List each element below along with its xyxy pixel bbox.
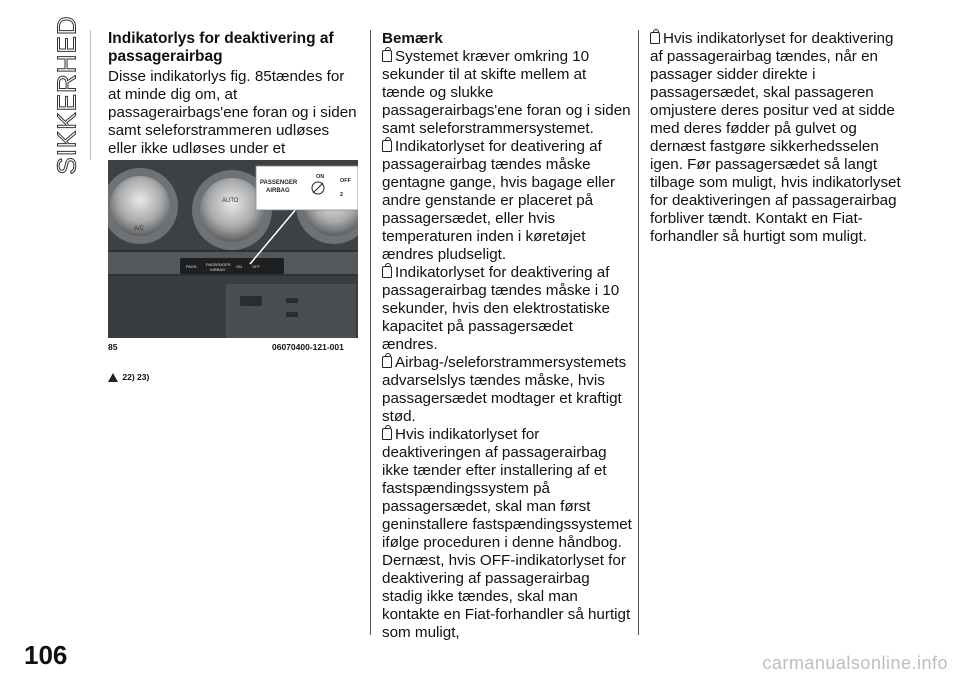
note-item: Airbag-/seleforstrammersystemets advarselslys tændes måske, hvis passagersædet modtager et kraftigt stød. — [382, 354, 627, 425]
warning-references — [108, 372, 149, 382]
note-icon — [650, 32, 660, 44]
panel-line2: AIRBAG — [210, 267, 226, 272]
figure-85-dashboard-photo — [108, 160, 358, 338]
note-item: Indikatorlyset for deaktivering af passagerairbag tændes måske i 10 sekunder, hvis den elektrostatiske kapacitet på passagersædet ændres. — [382, 264, 620, 353]
note-item: Systemet kræver omkring 10 sekunder til at skifte mellem at tænde og slukke passagerairbags'ene foran og i siden samt seleforstrammersystemet. — [382, 48, 631, 137]
section-tab-label: SIKKERHED — [51, 15, 82, 175]
column-divider-2 — [638, 30, 639, 635]
page-number: 106 — [24, 640, 68, 670]
column-1 — [108, 30, 358, 176]
panel-on: ON — [236, 264, 242, 269]
column-3 — [650, 30, 910, 246]
note-item: Hvis indikatorlyset for deaktiveringen af passagerairbag ikke tænder efter installering af et fastspændingssystem på passagersædet, skal man først geninstallere fastspændingssystemet ifølge proceduren i denne håndbog. Dernæst, hvis OFF-indikatorlyset for deaktivering af passagerairbag stadig ikke tændes, skal man kontakte en Fiat-forhandler så hurtigt som muligt, — [382, 426, 632, 641]
warning-refs-text: 22) 23) — [122, 372, 150, 382]
figure-number: 85 — [108, 342, 118, 352]
watermark: carmanualsonline.info — [762, 653, 948, 673]
figure-code: 06070400-121-001 — [272, 342, 344, 352]
note-icon — [382, 428, 392, 440]
callout-off: OFF — [340, 178, 351, 184]
callout-line1: PASSENGER — [260, 180, 298, 186]
dashboard-illustration — [108, 160, 358, 338]
ac-label: A/C — [134, 226, 145, 232]
callout-on: ON — [316, 174, 325, 180]
column-divider-1 — [370, 30, 371, 635]
intro-paragraph: Disse indikatorlys fig. 85tændes for at minde dig om, at passagerairbags'ene foran og i siden samt seleforstrammeren udløses eller ikke udløses under et — [108, 68, 357, 157]
callout-line2: AIRBAG — [266, 188, 290, 194]
note-heading: Bemærk — [382, 30, 443, 47]
note-icon — [382, 140, 392, 152]
section-tab — [51, 15, 82, 175]
section-heading: Indikatorlys for deaktivering af passagerairbag — [108, 30, 334, 65]
callout-two: 2 — [340, 192, 344, 198]
note-item: Hvis indikatorlyset for deaktivering af passagerairbag tændes, når en passager sidder direkte i passagersædet, skal passageren omjustere deres positur ved at sidde med deres fødder på gulvet og dernæst fastgøre sikkerhedsselen igen. Før passagersædet så langt tilbage som muligt, hvis indikatorlyset for deaktiveringen af passagerairbag forbliver tændt. Kontakt en Fiat-forhandler så hurtigt som muligt. — [650, 30, 901, 245]
note-icon — [382, 356, 392, 368]
panel-off: OFF — [252, 264, 260, 269]
auto-label: AUTO — [222, 198, 239, 204]
panel-pass: PASS. — [186, 264, 198, 269]
note-icon — [382, 50, 392, 62]
warning-triangle-icon — [108, 373, 118, 382]
note-icon — [382, 266, 392, 278]
panel-line1: PASSENGER — [206, 262, 231, 267]
column-2 — [382, 30, 632, 642]
note-item: Indikatorlyset for deativering af passagerairbag tændes måske gentagne gange, hvis bagage eller andre genstande er placeret på passagersædet, eller hvis temperaturen inden i køretøjet ændres pludseligt. — [382, 138, 616, 263]
section-rule — [90, 30, 91, 160]
